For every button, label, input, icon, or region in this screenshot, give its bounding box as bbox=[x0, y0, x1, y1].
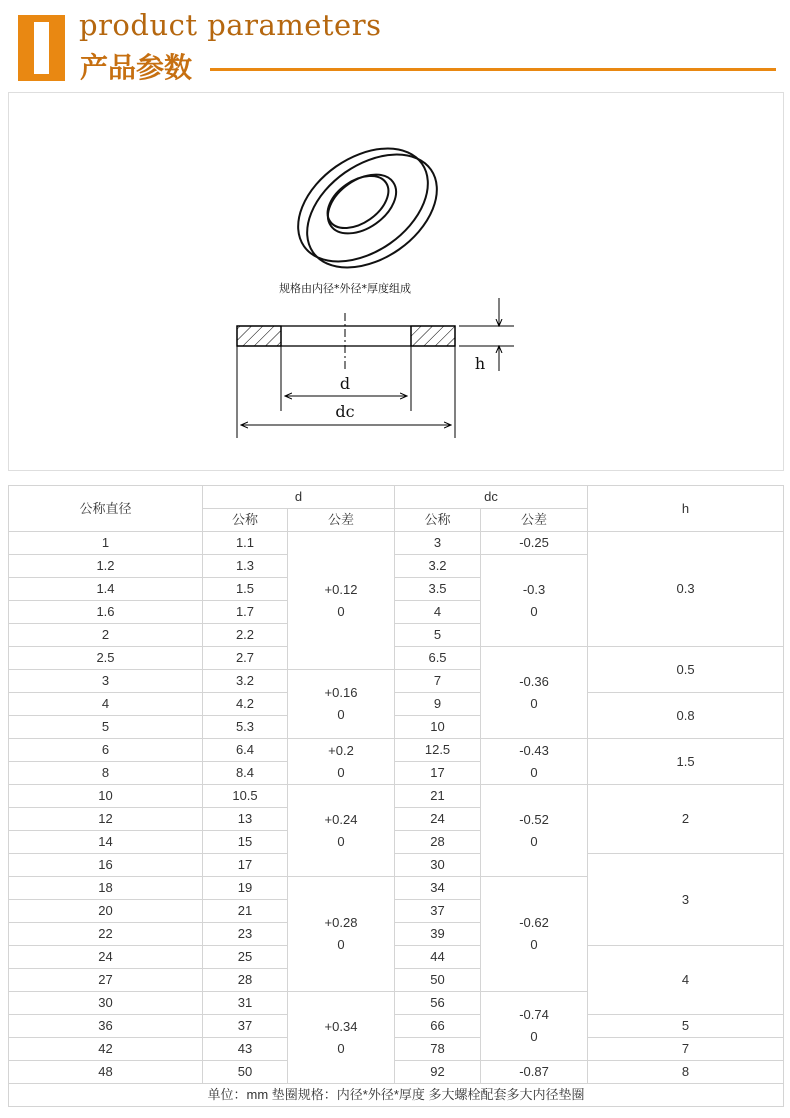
cell-h: 2 bbox=[588, 785, 784, 854]
cell-dc-nominal: 34 bbox=[395, 877, 481, 900]
cell-h: 5 bbox=[588, 1015, 784, 1038]
cell-d-nominal: 13 bbox=[203, 808, 288, 831]
table-row bbox=[9, 647, 784, 670]
cell-d-nominal: 1.7 bbox=[203, 601, 288, 624]
cell-d-tolerance: +0.24 0 bbox=[288, 785, 395, 877]
col-header-dc-nominal: 公称 bbox=[395, 509, 481, 532]
cell-dc-nominal: 12.5 bbox=[395, 739, 481, 762]
cell-d-nominal: 5.3 bbox=[203, 716, 288, 739]
cell-dc-nominal: 78 bbox=[395, 1038, 481, 1061]
cell-dc-nominal: 7 bbox=[395, 670, 481, 693]
washer-drawing bbox=[9, 93, 783, 470]
cell-d-nominal: 6.4 bbox=[203, 739, 288, 762]
cell-d-nominal: 23 bbox=[203, 923, 288, 946]
cell-h: 8 bbox=[588, 1061, 784, 1084]
label-h: h bbox=[474, 354, 486, 373]
dimension-h bbox=[459, 298, 514, 371]
cell-dc-tolerance: -0.74 0 bbox=[481, 992, 588, 1061]
cell-dc-tolerance: -0.36 0 bbox=[481, 647, 588, 739]
col-header-nominal-diameter: 公称直径 bbox=[9, 486, 203, 532]
cell-dc-nominal: 9 bbox=[395, 693, 481, 716]
cell-dc-tolerance: -0.25 bbox=[481, 532, 588, 555]
cell-nominal: 48 bbox=[9, 1061, 203, 1084]
cell-dc-tolerance: -0.52 0 bbox=[481, 785, 588, 877]
header-divider bbox=[210, 68, 776, 71]
cell-nominal: 27 bbox=[9, 969, 203, 992]
col-header-dc-tolerance: 公差 bbox=[481, 509, 588, 532]
cell-dc-nominal: 56 bbox=[395, 992, 481, 1015]
cell-nominal: 8 bbox=[9, 762, 203, 785]
cell-h: 4 bbox=[588, 946, 784, 1015]
col-header-d-nominal: 公称 bbox=[203, 509, 288, 532]
cell-nominal: 5 bbox=[9, 716, 203, 739]
cell-d-nominal: 50 bbox=[203, 1061, 288, 1084]
cell-nominal: 10 bbox=[9, 785, 203, 808]
cell-h: 0.8 bbox=[588, 693, 784, 739]
cell-nominal: 36 bbox=[9, 1015, 203, 1038]
washer-cross-section bbox=[237, 313, 455, 370]
washer-3d-view bbox=[277, 125, 458, 291]
table-row bbox=[9, 1038, 784, 1061]
cell-d-nominal: 8.4 bbox=[203, 762, 288, 785]
table-row bbox=[9, 854, 784, 877]
table-row bbox=[9, 946, 784, 969]
cell-dc-nominal: 3.5 bbox=[395, 578, 481, 601]
cell-d-nominal: 37 bbox=[203, 1015, 288, 1038]
cell-dc-nominal: 6.5 bbox=[395, 647, 481, 670]
cell-nominal: 42 bbox=[9, 1038, 203, 1061]
cell-dc-nominal: 21 bbox=[395, 785, 481, 808]
cell-dc-nominal: 37 bbox=[395, 900, 481, 923]
label-d: d bbox=[339, 374, 351, 393]
cell-dc-nominal: 30 bbox=[395, 854, 481, 877]
cell-dc-nominal: 50 bbox=[395, 969, 481, 992]
cell-nominal: 1.2 bbox=[9, 555, 203, 578]
cell-d-nominal: 43 bbox=[203, 1038, 288, 1061]
cell-d-tolerance: +0.12 0 bbox=[288, 532, 395, 670]
cell-dc-nominal: 5 bbox=[395, 624, 481, 647]
table-row bbox=[9, 739, 784, 762]
table-row bbox=[9, 532, 784, 555]
cell-dc-nominal: 92 bbox=[395, 1061, 481, 1084]
cell-nominal: 14 bbox=[9, 831, 203, 854]
cell-dc-nominal: 28 bbox=[395, 831, 481, 854]
cell-nominal: 18 bbox=[9, 877, 203, 900]
cell-d-tolerance: +0.34 0 bbox=[288, 992, 395, 1084]
table-header-row bbox=[9, 486, 784, 509]
cell-dc-tolerance: -0.43 0 bbox=[481, 739, 588, 785]
cell-nominal: 1.6 bbox=[9, 601, 203, 624]
table-row bbox=[9, 785, 784, 808]
cell-d-nominal: 3.2 bbox=[203, 670, 288, 693]
cell-d-nominal: 4.2 bbox=[203, 693, 288, 716]
table-row bbox=[9, 1061, 784, 1084]
cell-d-nominal: 1.1 bbox=[203, 532, 288, 555]
cell-d-nominal: 28 bbox=[203, 969, 288, 992]
cell-nominal: 16 bbox=[9, 854, 203, 877]
cell-d-nominal: 21 bbox=[203, 900, 288, 923]
cell-h: 0.5 bbox=[588, 647, 784, 693]
col-header-dc: dc bbox=[395, 486, 588, 509]
washer-spec-table bbox=[8, 485, 784, 1107]
page-title-english: product parameters bbox=[79, 8, 382, 42]
cell-d-nominal: 2.7 bbox=[203, 647, 288, 670]
page-title-chinese: 产品参数 bbox=[80, 51, 193, 84]
cell-d-nominal: 25 bbox=[203, 946, 288, 969]
cell-dc-nominal: 24 bbox=[395, 808, 481, 831]
table-footer-row bbox=[9, 1084, 784, 1107]
cell-d-nominal: 1.3 bbox=[203, 555, 288, 578]
cell-dc-tolerance: -0.62 0 bbox=[481, 877, 588, 992]
cell-d-nominal: 31 bbox=[203, 992, 288, 1015]
cell-nominal: 20 bbox=[9, 900, 203, 923]
label-dc: dc bbox=[335, 402, 355, 421]
cell-d-nominal: 15 bbox=[203, 831, 288, 854]
cell-nominal: 22 bbox=[9, 923, 203, 946]
col-header-d-tolerance: 公差 bbox=[288, 509, 395, 532]
cell-nominal: 1 bbox=[9, 532, 203, 555]
cell-h: 1.5 bbox=[588, 739, 784, 785]
cell-h: 0.3 bbox=[588, 532, 784, 647]
cell-dc-nominal: 3.2 bbox=[395, 555, 481, 578]
washer-drawing-panel bbox=[8, 92, 784, 471]
cell-nominal: 1.4 bbox=[9, 578, 203, 601]
cell-nominal: 2 bbox=[9, 624, 203, 647]
cell-dc-nominal: 66 bbox=[395, 1015, 481, 1038]
cell-dc-nominal: 3 bbox=[395, 532, 481, 555]
cell-dc-tolerance: -0.3 0 bbox=[481, 555, 588, 647]
cell-nominal: 3 bbox=[9, 670, 203, 693]
cell-dc-nominal: 10 bbox=[395, 716, 481, 739]
cell-nominal: 30 bbox=[9, 992, 203, 1015]
col-header-h: h bbox=[588, 486, 784, 532]
cell-d-nominal: 17 bbox=[203, 854, 288, 877]
cell-nominal: 2.5 bbox=[9, 647, 203, 670]
cell-nominal: 6 bbox=[9, 739, 203, 762]
cell-dc-nominal: 39 bbox=[395, 923, 481, 946]
cell-d-tolerance: +0.2 0 bbox=[288, 739, 395, 785]
cell-nominal: 12 bbox=[9, 808, 203, 831]
cell-d-nominal: 10.5 bbox=[203, 785, 288, 808]
cell-d-nominal: 2.2 bbox=[203, 624, 288, 647]
table-footnote: 单位：mm 垫圈规格：内径*外径*厚度 多大螺栓配套多大内径垫圈 bbox=[9, 1084, 784, 1107]
cell-nominal: 24 bbox=[9, 946, 203, 969]
table-row bbox=[9, 1015, 784, 1038]
figure-caption: 规格由内径*外径*厚度组成 bbox=[279, 282, 411, 295]
cell-dc-nominal: 44 bbox=[395, 946, 481, 969]
cell-dc-tolerance: -0.87 bbox=[481, 1061, 588, 1084]
cell-d-tolerance: +0.16 0 bbox=[288, 670, 395, 739]
cell-h: 7 bbox=[588, 1038, 784, 1061]
table-row bbox=[9, 693, 784, 716]
cell-d-nominal: 1.5 bbox=[203, 578, 288, 601]
cell-d-tolerance: +0.28 0 bbox=[288, 877, 395, 992]
cell-nominal: 4 bbox=[9, 693, 203, 716]
cell-dc-nominal: 4 bbox=[395, 601, 481, 624]
col-header-d: d bbox=[203, 486, 395, 509]
cell-dc-nominal: 17 bbox=[395, 762, 481, 785]
cell-h: 3 bbox=[588, 854, 784, 946]
header-accent-bar bbox=[18, 15, 65, 81]
cell-d-nominal: 19 bbox=[203, 877, 288, 900]
